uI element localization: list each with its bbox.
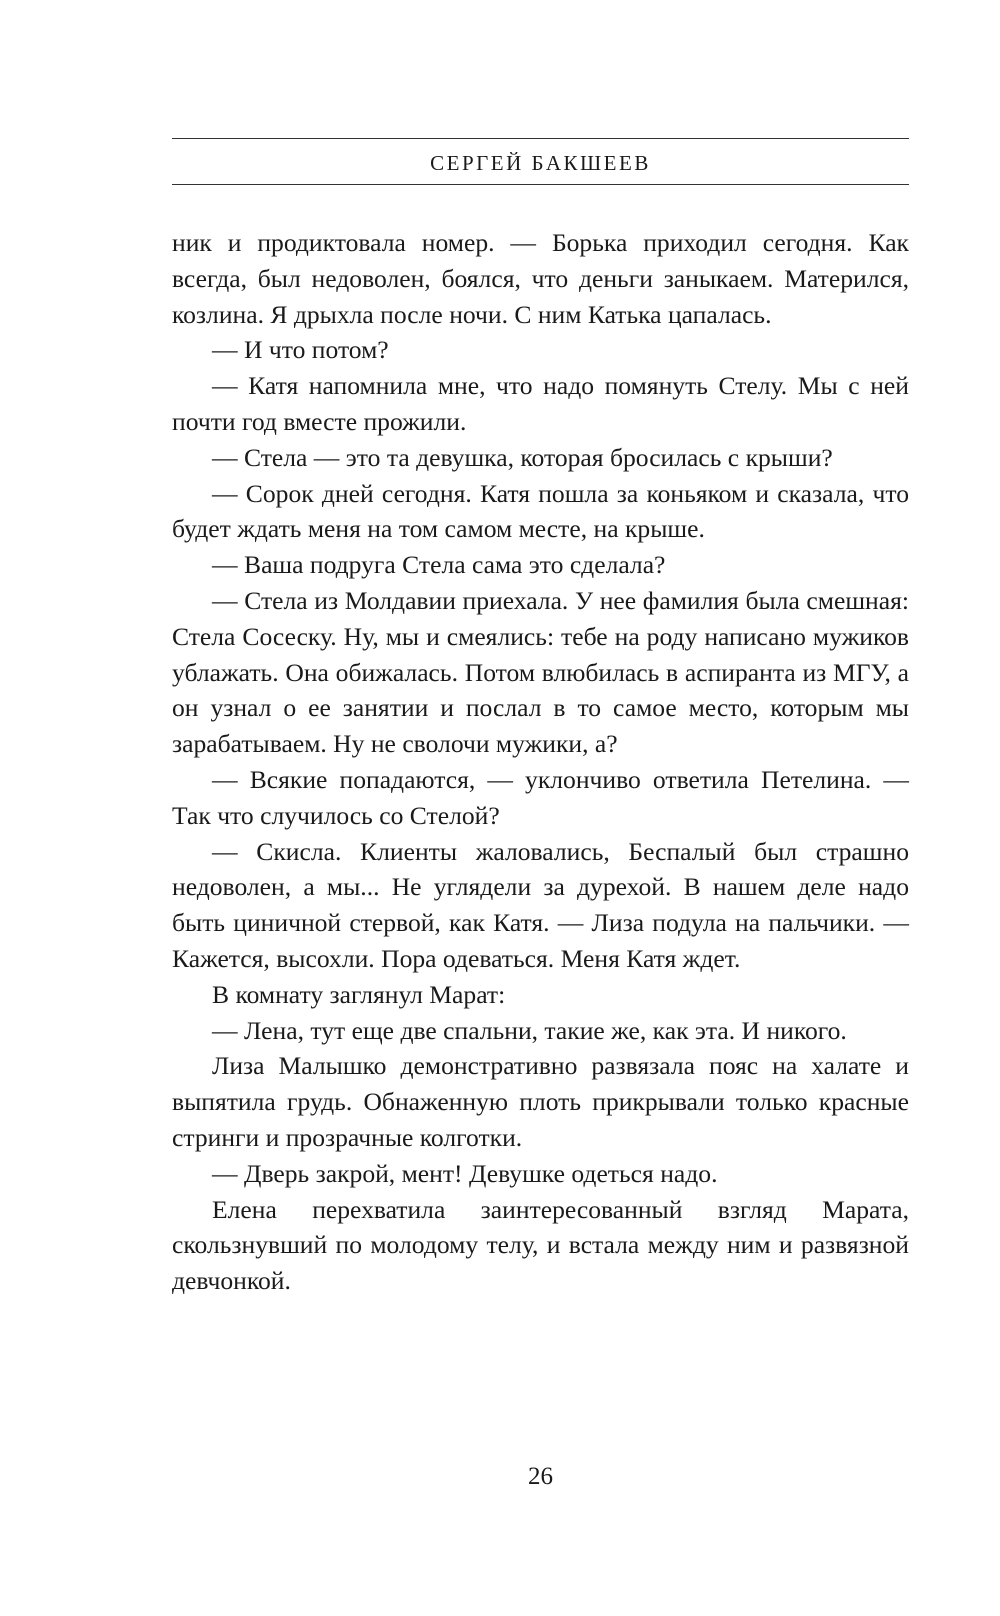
header-rule-bottom <box>172 184 909 185</box>
paragraph: ник и продиктовала номер. — Борька приходил сегодня. Как всегда, был недоволен, боялся, что деньги заныкаем. Матерился, козлина. Я дрыхла после ночи. С ним Катька цапалась. <box>172 228 909 329</box>
paragraph: — Стела — это та девушка, которая бросилась с крыши? <box>212 442 833 472</box>
paragraph: — Стела из Молдавии приехала. У нее фамилия была смешная: Стела Сосеску. Ну, мы и смеялись: тебе на роду написано мужиков ублажать. Она обижалась. Потом влюбилась в аспиранта из МГУ, а он узнал о ее занятии и послал в то самое место, которым мы зарабатываем. Ну не сволочи мужики, а? <box>172 585 909 759</box>
paragraph: — Дверь закрой, мент! Девушке одеться надо. <box>212 1158 718 1188</box>
paragraph: Лиза Малышко демонстративно развязала пояс на халате и выпятила грудь. Обнаженную плоть прикрывали только красные стринги и прозрачные колготки. <box>172 1051 909 1152</box>
header-rule-top <box>172 138 909 139</box>
running-head-author: СЕРГЕЙ БАКШЕЕВ <box>430 151 651 175</box>
body-text <box>172 225 909 1299</box>
paragraph: — Ваша подруга Стела сама это сделала? <box>212 550 666 580</box>
paragraph: В комнату заглянул Марат: <box>212 979 506 1009</box>
paragraph: — Катя напомнила мне, что надо помянуть Стелу. Мы с ней почти год вместе прожили. <box>172 371 909 436</box>
paragraph: Елена перехватила заинтересованный взгляд Марата, скользнувший по молодому телу, и встала между ним и развязной девчонкой. <box>172 1194 909 1296</box>
paragraph: — Скисла. Клиенты жаловались, Беспалый был страшно недоволен, а мы... Не углядели за дурехой. В нашем деле надо быть циничной стервой, как Катя. — Лиза подула на пальчики. — Кажется, высохли. Пора одеваться. Меня Катя ждет. <box>172 836 909 973</box>
paragraph: — Всякие попадаются, — уклончиво ответила Петелина. — Так что случилось со Стелой? <box>172 764 909 830</box>
paragraph: — Сорок дней сегодня. Катя пошла за коньяком и сказала, что будет ждать меня на том самом месте, на крыше. <box>172 478 909 544</box>
book-page <box>172 0 909 1616</box>
page-number: 26 <box>528 1463 553 1490</box>
paragraph: — И что потом? <box>212 335 389 365</box>
paragraph: — Лена, тут еще две спальни, такие же, как эта. И никого. <box>212 1015 847 1045</box>
